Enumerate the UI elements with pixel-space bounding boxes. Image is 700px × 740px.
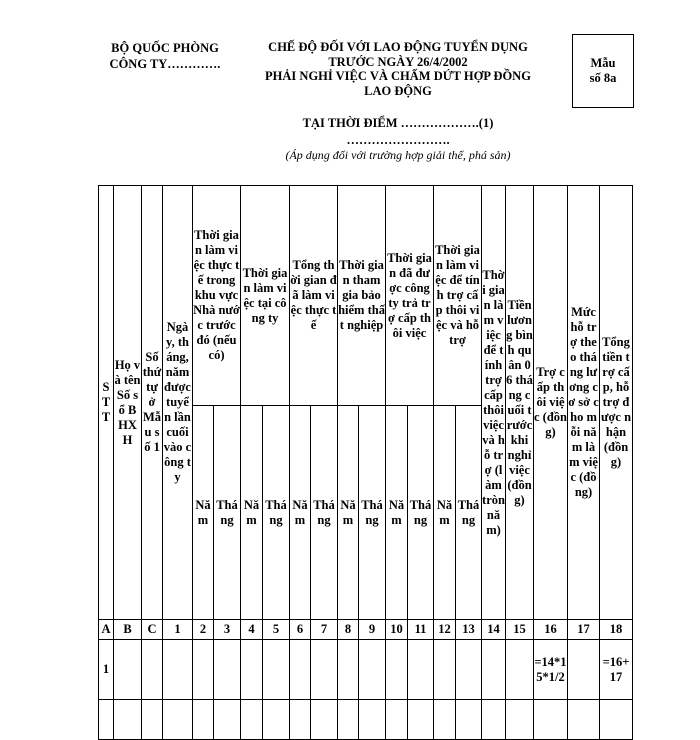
code-cell: 17: [568, 620, 600, 640]
sub-year: Năm: [338, 406, 359, 620]
title-line-4: LAO ĐỘNG: [364, 83, 432, 98]
col-calc-rounded-header: Thời gian làm việc để tính trợ cấp thôi việc và hỗ trợ (làm tròn năm): [482, 186, 506, 620]
form-label: Mẫu: [590, 56, 616, 70]
col-unemployment-header: Thời gian tham gia bảo hiểm thất nghiệp: [338, 186, 386, 406]
title-line-2: TRƯỚC NGÀY 26/4/2002: [328, 54, 468, 69]
form-number-box: [572, 34, 634, 108]
code-cell: 3: [214, 620, 241, 640]
col-company-time-header: Thời gian làm việc tại công ty: [241, 186, 290, 406]
code-cell: B: [114, 620, 142, 640]
ministry-name: BỘ QUỐC PHÒNG: [111, 41, 219, 55]
allowance-table: [98, 185, 633, 740]
code-cell: 9: [359, 620, 386, 640]
col-paid-allowance-header: Thời gian đã được công ty trả trợ cấp thôi việc: [386, 186, 434, 406]
sub-year: Năm: [241, 406, 263, 620]
document-title: [248, 40, 548, 98]
issuer-block: [100, 40, 230, 72]
code-cell: 15: [506, 620, 534, 640]
sub-month: Tháng: [456, 406, 482, 620]
sub-month: Tháng: [263, 406, 290, 620]
code-cell: 10: [386, 620, 408, 640]
sub-year: Năm: [386, 406, 408, 620]
sub-month: Tháng: [214, 406, 241, 620]
code-cell: 14: [482, 620, 506, 640]
col-stt-header: STT: [99, 186, 114, 620]
code-cell: 13: [456, 620, 482, 640]
sub-year: Năm: [193, 406, 214, 620]
severance-formula: =14*15*1/2: [534, 640, 568, 700]
code-cell: 4: [241, 620, 263, 640]
code-cell: 5: [263, 620, 290, 640]
code-cell: 18: [600, 620, 633, 640]
code-cell: 12: [434, 620, 456, 640]
code-cell: A: [99, 620, 114, 640]
col-form-order-header: Số thứ tự ở Mẫu số 1: [142, 186, 163, 620]
col-calc-time-header: Thời gian làm việc để tính trợ cấp thôi việc và hỗ trợ: [434, 186, 482, 406]
table-row: [99, 640, 633, 700]
table-row: [99, 700, 633, 740]
sub-month: Tháng: [408, 406, 434, 620]
title-line-1: CHẾ ĐỘ ĐỐI VỚI LAO ĐỘNG TUYỂN DỤNG: [268, 40, 528, 54]
col-total-header: Tổng tiền trợ cấp, hỗ trợ được nhận (đồng): [600, 186, 633, 620]
col-support-rate-header: Mức hỗ trợ theo tháng lương cơ sở cho mỗi năm làm việc (đồng): [568, 186, 600, 620]
at-time-line: TẠI THỜI ĐIỂM ……………….(1): [302, 116, 494, 130]
col-name-header: Họ và tên Số sổ BHXH: [114, 186, 142, 620]
col-severance-header: Trợ cấp thôi việc (đồng): [534, 186, 568, 620]
company-name: CÔNG TY………….: [109, 57, 221, 71]
col-avg-salary-header: Tiền lương bình quân 06 tháng cuối trước khi nghỉ việc (đồng): [506, 186, 534, 620]
sub-year: Năm: [434, 406, 456, 620]
code-cell: 2: [193, 620, 214, 640]
col-hire-date-header: Ngày, tháng, năm được tuyển lần cuối vào công ty: [163, 186, 193, 620]
code-cell: C: [142, 620, 163, 640]
col-total-actual-header: Tổng thời gian đã làm việc thực tế: [290, 186, 338, 406]
code-cell: 1: [163, 620, 193, 640]
code-cell: 16: [534, 620, 568, 640]
dots-line: …………………….: [346, 133, 450, 147]
sub-year: Năm: [290, 406, 311, 620]
apply-note: (Áp dụng đối với trường hợp giải thể, phá sản): [285, 148, 511, 162]
total-formula: =16+17: [600, 640, 633, 700]
code-cell: 11: [408, 620, 434, 640]
code-cell: 8: [338, 620, 359, 640]
code-cell: 7: [311, 620, 338, 640]
sub-month: Tháng: [359, 406, 386, 620]
code-cell: 6: [290, 620, 311, 640]
col-state-sector-header: Thời gian làm việc thực tế trong khu vực Nhà nước trước đó (nếu có): [193, 186, 241, 406]
form-number: số 8a: [589, 71, 617, 85]
sub-month: Tháng: [311, 406, 338, 620]
title-line-3: PHẢI NGHỈ VIỆC VÀ CHẤM DỨT HỢP ĐỒNG: [265, 69, 531, 83]
row-stt: 1: [99, 640, 114, 700]
